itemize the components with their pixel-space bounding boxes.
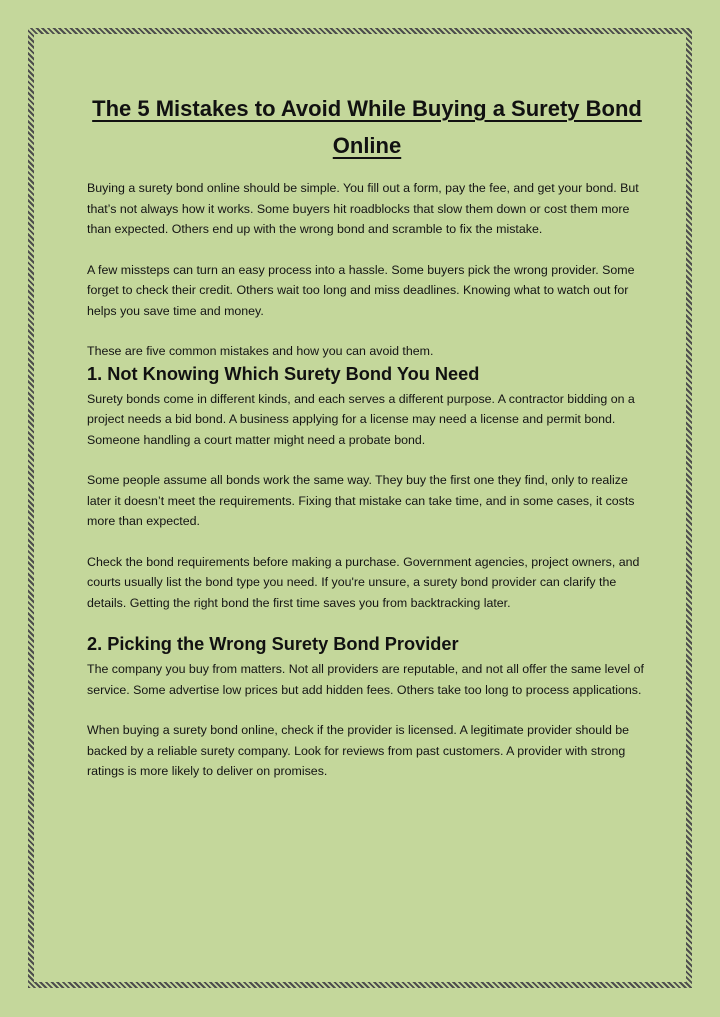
document-title: The 5 Mistakes to Avoid While Buying a Surety Bond Online	[92, 96, 642, 158]
section-2-paragraph-2: When buying a surety bond online, check if the provider is licensed. A legitimate provider should be backed by a reliable surety company. Look for reviews from past customers. A provider with strong ratings is more likely to deliver on promises.	[87, 723, 630, 778]
section-1-paragraph-3: Check the bond requirements before making a purchase. Government agencies, project owners, and courts usually list the bond type you need. If you're unsure, a surety bond provider can clarify the details. Getting the right bond the first time saves you from backtracking later.	[87, 554, 640, 610]
intro-paragraph-1: Buying a surety bond online should be simple. You fill out a form, pay the fee, and get your bond. But that’s not always how it works. Some buyers hit roadblocks that slow them down or cost them more than expected. Others end up with the wrong bond and scramble to fix the mistake.	[87, 181, 639, 236]
intro-paragraph-2: A few missteps can turn an easy process into a hassle. Some buyers pick the wrong provider. Some forget to check their credit. Others wait too long and miss deadlines. Knowing what to watch out for helps you save time and money.	[87, 262, 635, 318]
section-1-paragraph-1: Surety bonds come in different kinds, and each serves a different purpose. A contractor bidding on a project needs a bid bond. A business applying for a license may need a license and permit bond. Someone handling a court matter might need a probate bond.	[87, 391, 635, 447]
section-2-heading: 2. Picking the Wrong Surety Bond Provider	[87, 634, 459, 654]
section-1-heading: 1. Not Knowing Which Surety Bond You Need	[87, 363, 480, 384]
section-1-paragraph-2: Some people assume all bonds work the same way. They buy the first one they find, only to realize later it doesn’t meet the requirements. Fixing that mistake can take time, and in some cases, it costs more than expected.	[87, 473, 635, 528]
document-body	[87, 90, 647, 802]
intro-paragraph-3: These are five common mistakes and how you can avoid them.	[87, 344, 434, 358]
section-2-paragraph-1: The company you buy from matters. Not all providers are reputable, and not all offer the same level of service. Some advertise low prices but add hidden fees. Others take too long to process applications.	[87, 662, 644, 697]
